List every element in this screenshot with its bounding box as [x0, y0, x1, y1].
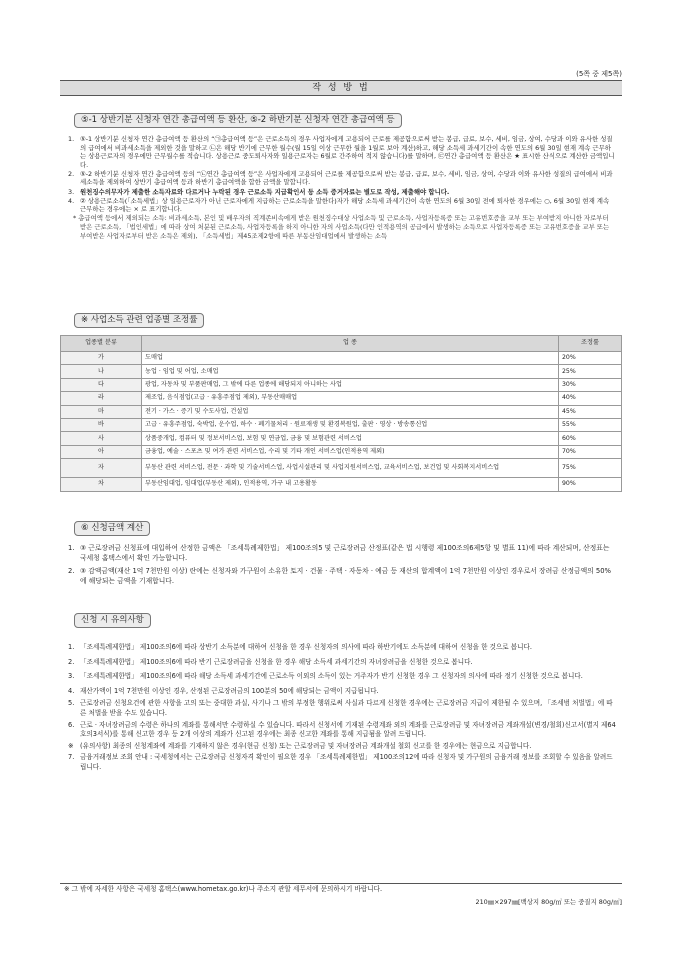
list-item: 6. 근로 · 자녀장려금의 수령은 하나의 계좌를 통해서만 수령하실 수 있습니다. 따라서 신청서에 기재된 수령계좌 외의 계좌를 근로장려금 및 자녀장려금 계좌개설(변경/철회)신고서(별지 제64호의3서식)를 통해 신고한 경우 등 2개 이상의 계좌가 신고된 경우에는 최종 신고한 계좌를 통해 지급됨을 알려 드립니다.: [68, 720, 616, 739]
table-row: 바 고급 · 유흥주점업, 숙박업, 운수업, 하수 · 폐기물처리 · 원료재생 및 환경복원업, 출판 · 영상 · 방송통신업 55%: [61, 418, 622, 431]
footer-divider: [60, 883, 622, 884]
list-item: 2. 「조세특례제한법」 제100조의6에 따라 반기 근로장려금을 신청을 한 경우 해당 소득세 과세기간의 자녀장려금을 신청한 것으로 봅니다.: [68, 657, 473, 666]
paper-spec: 210㎜×297㎜[백상지 80g/㎡ 또는 중질지 80g/㎡]: [475, 898, 622, 906]
section4-body: [68, 643, 616, 773]
table-row: 자 부동산 관련 서비스업, 전문 · 과학 및 기술서비스업, 사업시설관리 및 사업지원서비스업, 교육서비스업, 보건업 및 사회복지서비스업 75%: [61, 459, 622, 478]
list-item: 1. ③ 근로장려금 신청표에 대입하여 산정한 금액은 「조세특례제한법」 제100조의5 및 근로장려금 산정표(같은 법 시행령 제100조의6제5항 및 별표 11)에 따라 계산되며, 산정표는 국세청 홈택스에서 확인 가능합니다.: [68, 544, 610, 562]
list-item: ※ (유의사항) 최종의 신청계좌에 계좌를 기재하지 않은 경우(현금 신청) 또는 근로장려금 및 자녀장려금 계좌개설 철회 신고를 한 경우에는 현금으로 지급합니다.: [68, 741, 532, 750]
table-header-row: [61, 336, 622, 352]
column-header: 조정률: [559, 336, 622, 352]
excluded-income-note: * 총급여액 등에서 제외되는 소득: 비과세소득, 본인 및 배우자의 직계존비속에게 받은 원천징수대상 사업소득 및 근로소득, 사업자등록증 또는 고유번호증을 교부 또는 부여받지 아니한 자로부터 받은 근로소득, 「법인세법」에 따라 상여 처분된 근로소득, 사업자등록을 하지 아니한 자의 사업소득(다만 인적용역의 공급에서 발생하는 소득으로 사업자등록증 또는 고유번호증을 교부 또는 부여받은 사업자로부터 받은 소득은 제외), 「소득세법」제45조제2항에 따른 부동산임대업에서 발생하는 소득: [73, 214, 610, 240]
page-number: (5쪽 중 제5쪽): [576, 70, 622, 78]
section-heading-precautions: 신청 시 유의사항: [74, 613, 151, 628]
section-heading-amount-calc: ⑥ 신청금액 계산: [74, 521, 150, 536]
section1-body: [68, 135, 616, 240]
section3-body: [68, 543, 616, 587]
table-row: 차 부동산임대업, 임대업(부동산 제외), 인적용역, 가구 내 고용활동 90%: [61, 478, 622, 491]
list-item: 3. 원천징수의무자가 제출한 소득자료와 다르거나 누락된 경우 근로소득 지급확인서 등 소득 증거자료는 별도로 작성, 제출해야 합니다.: [68, 187, 450, 196]
column-header: 업종별 분류: [61, 336, 142, 352]
list-item: 3. 「조세특례제한법」 제100조의6에 따라 해당 소득세 과세기간에 근로소득 이외의 소득이 있는 거주자가 반기 신청한 경우 그 신청자의 의사에 따라 정기 신청한 것으로 봅니다.: [68, 672, 583, 681]
table-row: 아 금융업, 예술 · 스포츠 및 여가 관련 서비스업, 수리 및 기타 개인 서비스업(인적용역 제외) 70%: [61, 445, 622, 458]
section-heading-income-conversion: ⑤-1 상반기분 신청자 연간 총급여액 등 환산, ⑤-2 하반기분 신청자 연간 총급여액 등: [74, 113, 402, 128]
list-item: 1. 「조세특례제한법」 제100조의6에 따라 상반기 소득분에 대하여 신청을 한 경우 신청자의 의사에 따라 하반기에도 소득분에 대하여 신청을 한 것으로 봅니다.: [68, 643, 532, 651]
list-item: 2. ③ 감액금액(재산 1억 7천만원 이상) 란에는 신청자와 가구원이 소유한 토지 · 건물 · 주택 · 자동차 · 예금 등 재산의 합계액이 1억 7천만원 이상인 경우로서 장려금 산정금액의 50%에 해당되는 금액을 기재합니다.: [68, 567, 611, 585]
list-item: 7. 금융거래정보 조회 안내 : 국세청에서는 근로장려금 신청자격 확인이 필요한 경우 「조세특례제한법」 제100조의12에 따라 신청자 및 가구원의 금융거래 정보를 조회할 수 있음을 알려드립니다.: [68, 753, 613, 771]
list-item: 1. ⑤-1 상반기분 신청자 연간 총급여액 등 환산의 “㉠총급여액 등”은 근로소득의 경우 사업자에게 고용되어 근로를 제공함으로써 받는 봉급, 급료, 보수, 세비, 임금, 상여, 수당과 이와 유사한 성질의 급여에서 비과세소득을 제외한 것을 말하고 ㉡은 해당 반기에 근무한 월수(월 15일 이상 근무한 월을 1월로 보아 계산)하고, 해당 소득세 과세기간이 속한 연도의 6월 30일 현재 계속 근무하는 상용근로자의 경우에만 근무월수를 적습니다. 상용근로 중도퇴사자와 일용근로자는 6월로 간주하여 적지 않습니다)를 말하며, ㉢연간 총급여액 등 환산은 ★ 표시한 산식으로 계산한 금액입니다.: [68, 135, 615, 169]
footer-contact-note: ※ 그 밖에 자세한 사항은 국세청 홈택스(www.hometax.go.kr)나 주소지 관할 세무서에 문의하시기 바랍니다.: [64, 885, 383, 893]
list-item: 5. 근로장려금 신청요건에 관한 사항을 고의 또는 중대한 과실, 사기나 그 밖의 부정한 행위로써 사실과 다르게 신청한 경우에는 근로장려금 지급이 제한될 수 있으며, 「조세범 처벌법」에 따른 처벌을 받을 수도 있습니다.: [68, 699, 613, 717]
table-row: 나 농업 · 임업 및 어업, 소매업 25%: [61, 365, 622, 378]
section-heading-industry-rates: ※ 사업소득 관련 업종별 조정률: [74, 313, 204, 328]
column-header: 업 종: [142, 336, 559, 352]
table-row: 라 제조업, 음식점업(고급 · 유흥주점업 제외), 부동산매매업 40%: [61, 392, 622, 405]
table-row: 가 도매업 20%: [61, 352, 622, 365]
table-row: 다 광업, 자동차 및 부품판매업, 그 밖에 다른 업종에 해당되지 아니하는 사업 30%: [61, 378, 622, 391]
list-item: 2. ⑤-2 하반기분 신청자 연간 총급여액 등의 “㉡연간 총급여액 등”은 사업자에게 고용되어 근로를 제공함으로써 받는 봉급, 급료, 보수, 세비, 임금, 상여, 수당과 이와 유사한 성질의 급여에서 비과세소득을 제외하여 상반기 총급여액 등과 하반기 총급여액을 합한 금액을 말합니다.: [68, 169, 613, 187]
industry-rate-table: [60, 335, 622, 492]
list-item: 4. ② 상용근로소득(「소득세법」상 일용근로자가 아닌 근로자에게 지급하는 근로소득을 말한다)자가 해당 소득세 과세기간이 속한 연도의 6월 30일 전에 퇴사한 경우에는 ○, 6월 30일 현재 계속 근무하는 경우에는 × 로 표기합니다.: [68, 196, 610, 214]
table-row: 마 전기 · 가스 · 증기 및 수도사업, 건설업 45%: [61, 405, 622, 418]
list-item: 4. 재산가액이 1억 7천만원 이상인 경우, 산정된 근로장려금의 100분의 50에 해당되는 금액이 지급됩니다.: [68, 686, 379, 695]
page-title: 작 성 방 법: [60, 80, 622, 96]
table-row: 사 상품중개업, 컴퓨터 및 정보서비스업, 보험 및 연금업, 금융 및 보험관련 서비스업 60%: [61, 432, 622, 445]
